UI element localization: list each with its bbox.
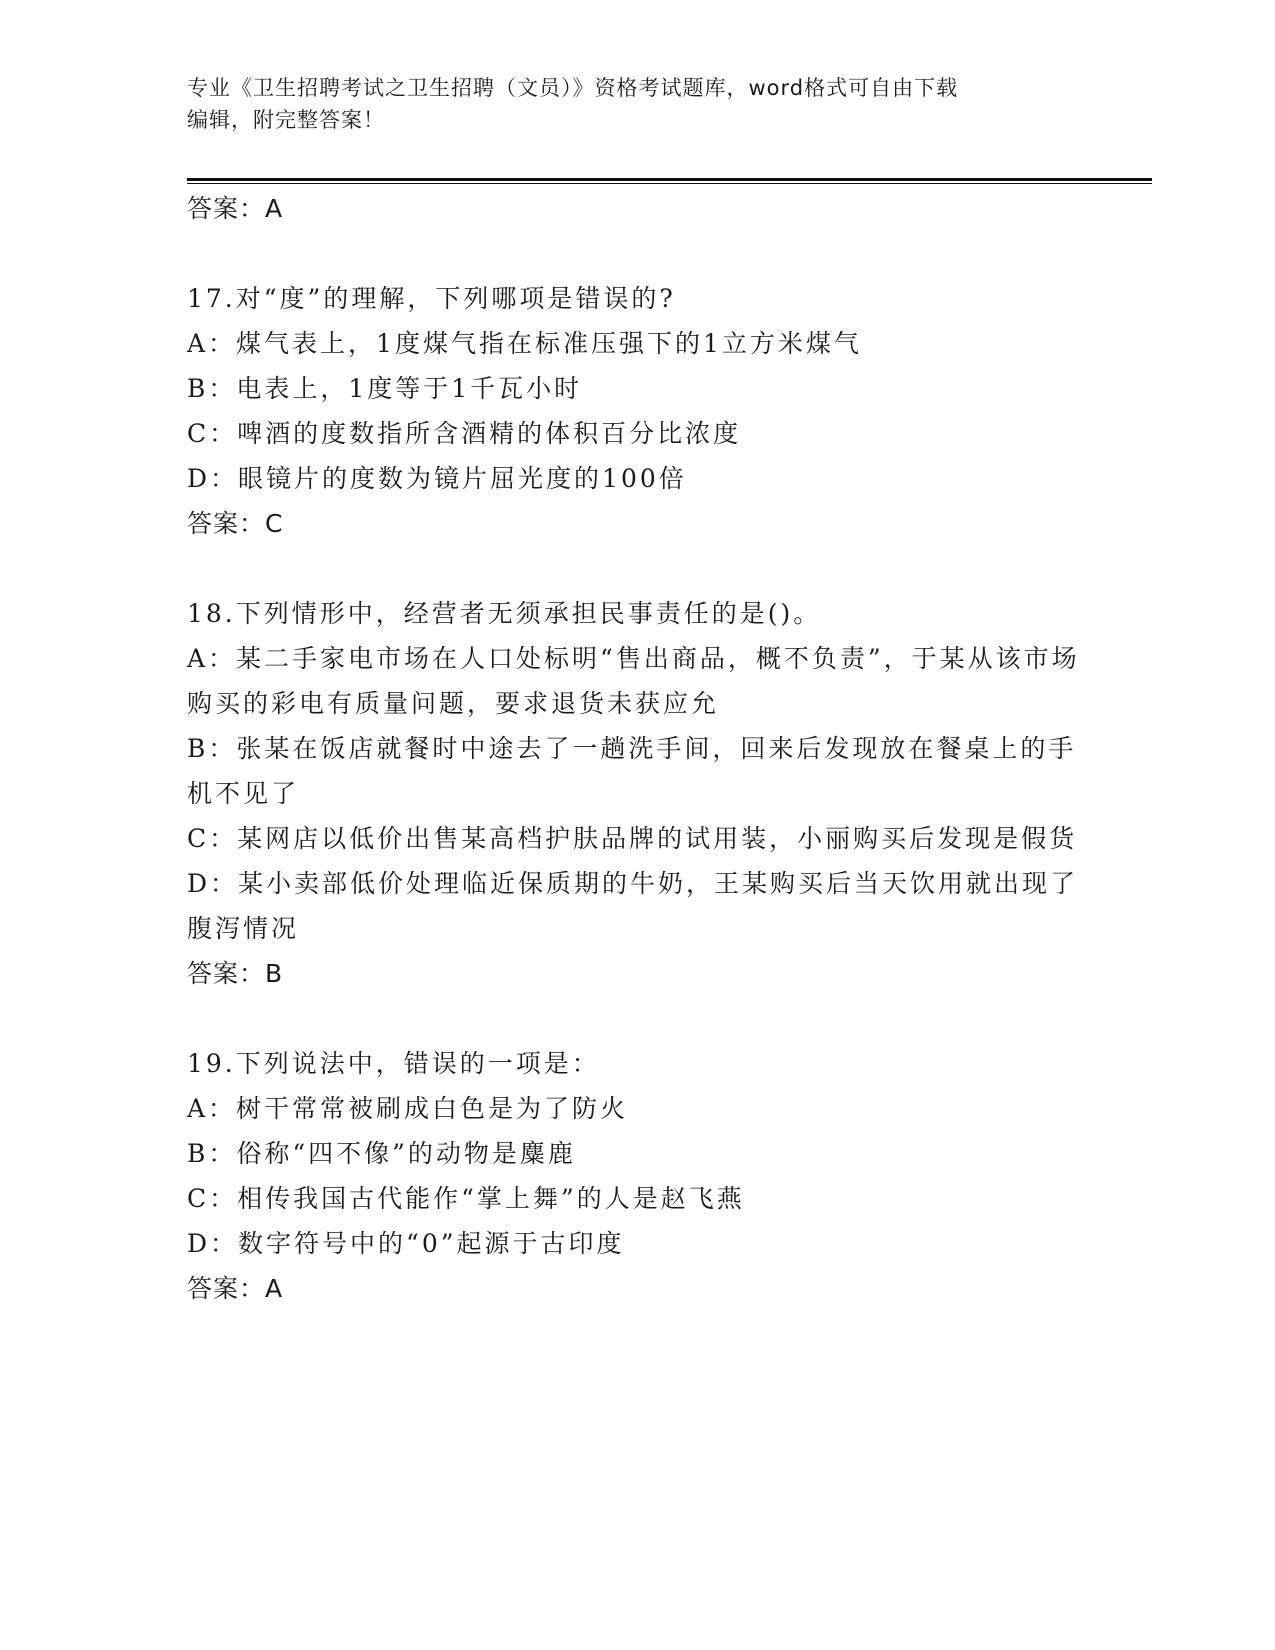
question-19 (187, 1041, 1087, 1312)
option-b: B：俗称“四不像”的动物是麋鹿 (187, 1139, 576, 1168)
option-c: C：相传我国古代能作“掌上舞”的人是赵飞燕 (187, 1184, 745, 1213)
option-b: B：张某在饭店就餐时中途去了一趟洗手间，回来后发现放在餐桌上的手机不见了 (187, 734, 1077, 808)
option-d: D：眼镜片的度数为镜片屈光度的100倍 (187, 464, 687, 493)
answer-line: 答案：C (187, 509, 284, 538)
answer-line: 答案：A (187, 1274, 284, 1303)
header-divider-thin (187, 183, 1152, 184)
question-title: 17.对“度”的理解，下列哪项是错误的? (187, 284, 676, 313)
document-body (187, 186, 1087, 1312)
answer-line: 答案：A (187, 194, 284, 223)
option-c: C：某网店以低价出售某高档护肤品牌的试用装，小丽购买后发现是假货 (187, 824, 1078, 853)
option-a: A：树干常常被刷成白色是为了防火 (187, 1094, 629, 1123)
question-title: 19.下列说法中，错误的一项是： (187, 1049, 600, 1078)
option-a: A：煤气表上，1度煤气指在标准压强下的1立方米煤气 (187, 329, 862, 358)
document-header (187, 72, 1067, 136)
option-d: D：某小卖部低价处理临近保质期的牛奶，王某购买后当天饮用就出现了腹泻情况 (187, 869, 1079, 943)
question-17 (187, 276, 1087, 547)
question-18 (187, 591, 1087, 997)
question-title: 18.下列情形中，经营者无须承担民事责任的是()。 (187, 599, 822, 628)
answer-line: 答案：B (187, 959, 284, 988)
option-c: C：啤酒的度数指所含酒精的体积百分比浓度 (187, 419, 742, 448)
option-b: B：电表上，1度等于1千瓦小时 (187, 374, 583, 403)
header-line-2: 编辑，附完整答案！ (187, 108, 385, 132)
header-divider-thick (187, 178, 1152, 181)
option-a: A：某二手家电市场在人口处标明“售出商品，概不负责”，于某从该市场购买的彩电有质量问题，要求退货未获应允 (187, 644, 1080, 718)
option-d: D：数字符号中的“0”起源于古印度 (187, 1229, 625, 1258)
header-line-1: 专业《卫生招聘考试之卫生招聘（文员）》资格考试题库，word格式可自由下载 (187, 76, 959, 100)
